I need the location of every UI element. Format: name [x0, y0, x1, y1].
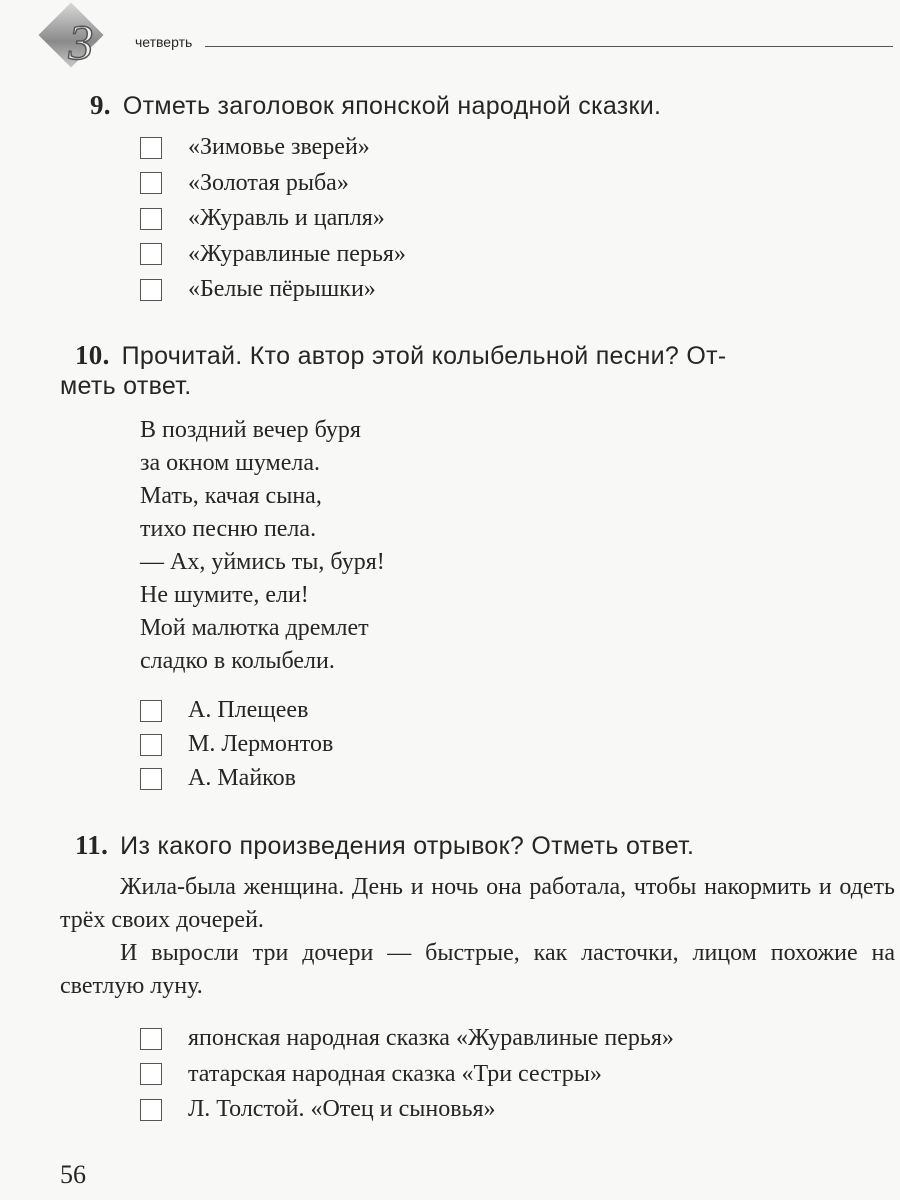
question-10-heading-cont: меть ответ. [60, 372, 192, 400]
checkbox[interactable] [140, 1099, 162, 1121]
question-text: Из какого произведения отрывок? Отметь ответ. [120, 832, 695, 860]
checkbox[interactable] [140, 279, 162, 301]
option-label: А. Плещеев [188, 697, 309, 723]
option-label: «Журавлиные перья» [188, 240, 406, 267]
answer-option[interactable] [140, 1061, 602, 1088]
answer-option[interactable] [140, 697, 308, 724]
answer-option[interactable] [140, 276, 376, 303]
excerpt [60, 871, 895, 1003]
option-label: «Золотая рыба» [188, 169, 349, 196]
option-label: татарская народная сказка «Три сестры» [188, 1060, 602, 1087]
option-label: «Журавль и цапля» [188, 205, 385, 231]
poem [140, 414, 385, 678]
checkbox[interactable] [140, 734, 162, 756]
quarter-number: 3 [68, 14, 94, 70]
question-number: 11. [75, 830, 109, 860]
header-rule [205, 46, 893, 47]
question-9-heading [90, 90, 661, 121]
question-number: 9. [90, 90, 111, 120]
option-label: японская народная сказка «Журавлиные перья» [188, 1025, 674, 1051]
option-label: «Зимовье зверей» [188, 134, 370, 160]
poem-line: тихо песню пела. [140, 516, 317, 542]
checkbox[interactable] [140, 172, 162, 194]
question-text: Отметь заголовок японской народной сказки. [122, 92, 662, 120]
poem-line: В поздний вечер буря [140, 417, 361, 443]
answer-option[interactable] [140, 205, 385, 232]
option-label: «Белые пёрышки» [188, 276, 376, 302]
page-number: 56 [60, 1160, 86, 1189]
question-text: Прочитай. Кто автор этой колыбельной песни? От- [121, 342, 727, 370]
option-label: Л. Толстой. «Отец и сыновья» [188, 1096, 496, 1122]
checkbox[interactable] [140, 1028, 162, 1050]
answer-option[interactable] [140, 765, 296, 792]
checkbox[interactable] [140, 243, 162, 265]
answer-option[interactable] [140, 1096, 496, 1123]
answer-option[interactable] [140, 134, 370, 161]
answer-option[interactable] [140, 170, 349, 197]
quarter-label: четверть [135, 34, 193, 50]
question-10-heading [75, 340, 727, 371]
poem-line: Мой малютка дремлет [140, 615, 369, 641]
poem-line: Мать, качая сына, [140, 483, 322, 509]
option-label: М. Лермонтов [188, 731, 334, 757]
excerpt-paragraph: И выросли три дочери — быстрые, как ласточки, лицом похожие на светлую луну. [60, 940, 895, 999]
checkbox[interactable] [140, 137, 162, 159]
checkbox[interactable] [140, 700, 162, 722]
poem-line: сладко в колыбели. [140, 648, 335, 674]
option-label: А. Майков [188, 765, 296, 791]
answer-option[interactable] [140, 1025, 674, 1052]
answer-option[interactable] [140, 241, 406, 268]
checkbox[interactable] [140, 768, 162, 790]
excerpt-paragraph: Жила-была женщина. День и ночь она работала, чтобы накормить и одеть трёх своих дочерей. [60, 874, 895, 933]
poem-line: Не шумите, ели! [140, 582, 309, 608]
checkbox[interactable] [140, 208, 162, 230]
question-number: 10. [75, 340, 110, 370]
checkbox[interactable] [140, 1063, 162, 1085]
poem-line: — Ах, уймись ты, буря! [140, 549, 385, 575]
answer-option[interactable] [140, 731, 333, 758]
question-11-heading [75, 830, 694, 861]
poem-line: за окном шумела. [140, 450, 320, 476]
